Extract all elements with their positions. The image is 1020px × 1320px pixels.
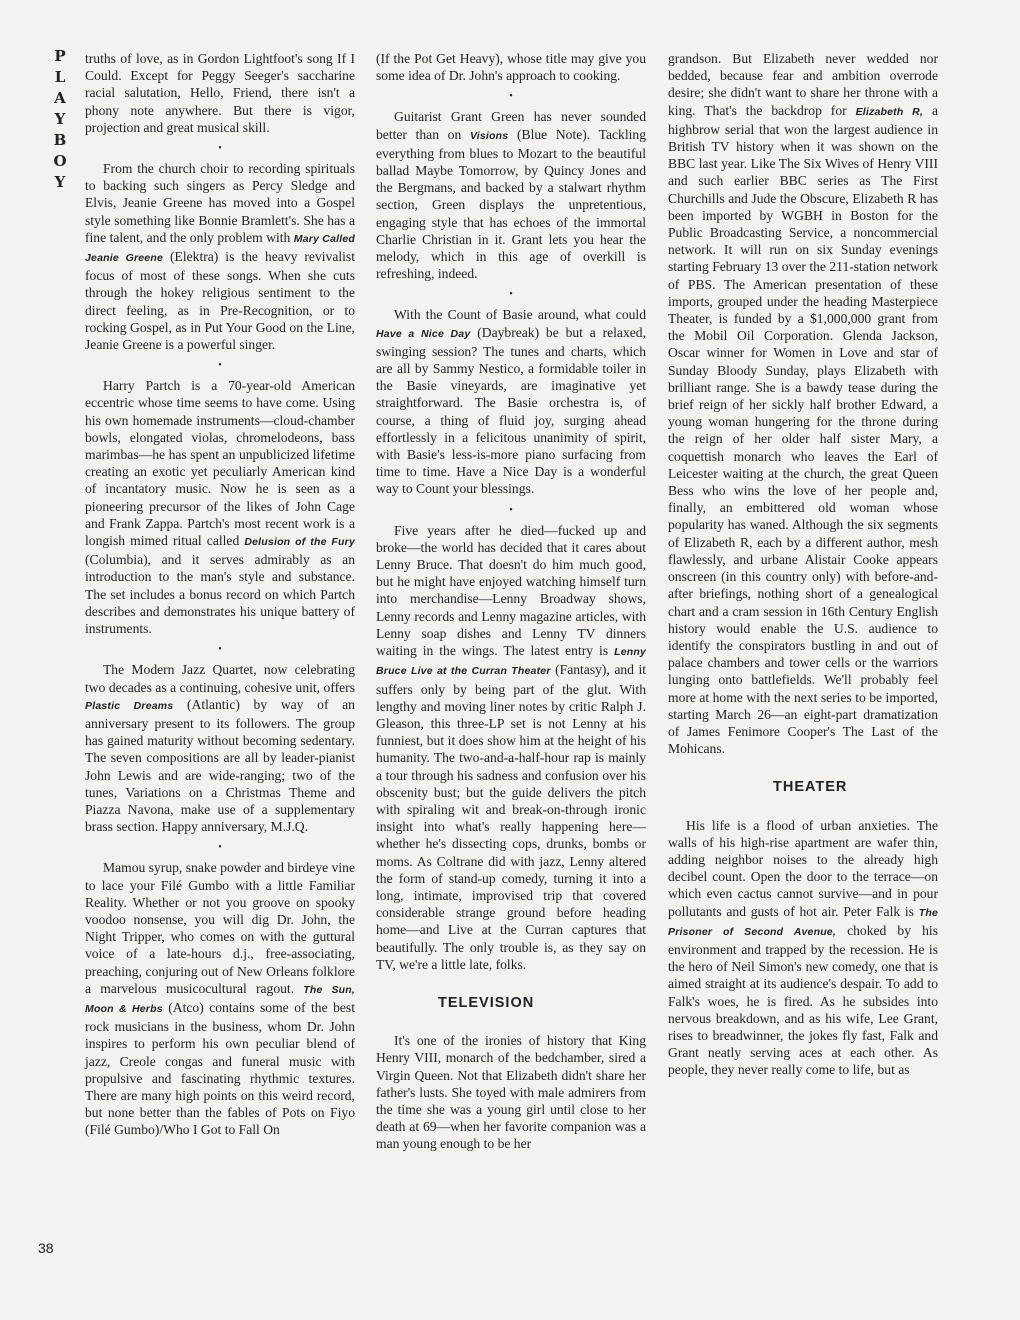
review-title: Plastic Dreams — [85, 699, 174, 712]
paragraph: From the church choir to recording spirituals to backing such singers as Percy Sledge and Elvis, Jeanie Greene has moved into a Gospel style something like Bonnie Bramlett's. She has a fine talent, and the only problem with Mary Called Jeanie Greene (Elektra) is the heavy revivalist focus of most of these songs. When she cuts through the hokey religious sentiment to the direct feeling, as in Pre-Recognition, or to rocking Gospel, as in Put Your Good on the Line, Jeanie Greene is a powerful singer. — [85, 161, 355, 353]
paragraph: grandson. But Elizabeth never wedded nor bedded, because fear and ambition overrode desire; she didn't want to share her throne with a king. That's the backdrop for Elizabeth R, a highbrow serial that won the largest audience in British TV history when it was shown on the BBC last year. Like The Six Wives of Henry VIII and such earlier BBC series as The First Churchills and Jude the Obscure, Elizabeth R has been imported by WGBH in Boston for the Public Broadcasting Service, a noncommercial network. It will run on six Sunday evenings starting February 13 over the 211-station network of PBS. The American presentation of these imports, grouped under the heading Masterpiece Theater, is funded by a $1,000,000 grant from the Mobil Oil Corporation. Glenda Jackson, Oscar winner for Women in Love and star of Sunday Bloody Sunday, plays Elizabeth with brilliant range. She is a bawdy tease during the brief reign of her sickly half brother Edward, a young woman hungering for the throne during the reign of her older half sister Mary, a coquettish monarch who leaves the Earl of Leicester waiting at the church, the great Queen Bess who wins the love of her people and, finally, an embittered old woman whose popularity has waned. Although the six segments of Elizabeth R, each by a different author, mesh flawlessly, and urbane Alistair Cooke appears onscreen (in this country only) with before-and-after briefings, nothing short of a genealogical chart and a cram session in 16th Century English history would enable the U.S. audience to identify the conspirators bustling in and out of palace chambers and tower cells or the warriors lunging onto battlefields. We'll probably feel more at home with the next series to be imported, starting March 26—an eight-part dramatization of James Fenimore Cooper's The Last of the Mohicans. — [668, 51, 938, 757]
separator-dot: • — [218, 360, 222, 372]
paragraph: With the Count of Basie around, what could Have a Nice Day (Daybreak) be but a relaxed, swinging session? The tunes and charts, which are all by Sammy Nestico, a formidable toiler in the Basie vineyards, are imaginative yet straightforward. The Basie orchestra is, of course, a thing of fluid joy, surging ahead effortlessly in a felicitous unanimity of spirit, with Basie's less-is-more piano surfacing from time to time. Have a Nice Day is a wonderful way to Count your blessings. — [376, 307, 646, 497]
separator-dot: • — [509, 91, 513, 103]
paragraph: The Modern Jazz Quartet, now celebrating two decades as a continuing, cohesive unit, offers Plastic Dreams (Atlantic) by way of an anniversary present to its followers. The group has gained maturity without becoming sedentary. The seven compositions are all by leader-pianist John Lewis and are wide-ranging; two of the tunes, Variations on a Christmas Theme and Piazza Navona, make use of a supplementary brass section. Happy anniversary, M.J.Q. — [85, 662, 355, 835]
paragraph: Harry Partch is a 70-year-old American eccentric whose time seems to have come. Using his own homemade instruments—cloud-chamber bowls, elongated violas, chromelodeons, bass marimbas—he has spent an unpublicized lifetime creating an exotic yet peculiarly American kind of incantatory music. Now he is seen as a pioneering precursor of the likes of John Cage and Frank Zappa. Partch's most recent work is a longish mimed ritual called Delusion of the Fury (Columbia), and it serves admirably as an introduction to the man's style and substance. The set includes a bonus record on which Partch describes and demonstrates his unique battery of instruments. — [85, 378, 355, 637]
paragraph: Guitarist Grant Green has never sounded better than on Visions (Blue Note). Tackling everything from blues to Mozart to the beautiful ballad Maybe Tomorrow, by Quincy Jones and the Bergmans, and backed by a stalwart rhythm section, Green displays the unpretentious, engaging style that has echoes of the immortal Charlie Christian in it. Grant lets you hear the melody, which in this age of overkill is refreshing, indeed. — [376, 109, 646, 282]
magazine-name-vertical: P L A Y B O Y — [53, 47, 67, 191]
review-title: The Sun, Moon & Herbs — [85, 983, 355, 1015]
review-title: Mary Called Jeanie Greene — [85, 232, 355, 265]
paragraph: Five years after he died—fucked up and broke—the world has decided that it cares about Lenny Bruce. That doesn't do him much good, but he might have enjoyed watching himself turn into merchandise—Lenny Broadway shows, Lenny records and Lenny magazine articles, with Lenny soap dishes and Lenny TV dinners waiting in the wings. The latest entry is Lenny Bruce Live at the Curran Theater (Fantasy), and it suffers only by being part of the glut. With lengthy and moving liner notes by critic Ralph J. Gleason, this three-LP set is not Lenny at his funniest, but it does show him at the height of his humanity. The two-and-a-half-hour rap is mainly a tour through his sadness and confusion over his obscenity bust; but the guide delivers the pitch with spiraling wit and break-on-through ironic insight into what's really happening here—whether he's dissecting cops, drunks, bombs or moms. As Coltrane did with jazz, Lenny altered the form of stand-up comedy, turning it into a long, intimate, improvised trip that covered considerable strange ground before heading home—and Live at the Curran captures that beautifully. The only trouble is, as they say on TV, we're a little late, folks. — [376, 522, 646, 972]
review-title: Lenny Bruce Live at the Curran Theater — [376, 646, 646, 678]
review-title: Visions — [469, 129, 509, 142]
section-heading-television: TELEVISION — [438, 994, 535, 1011]
column-3 — [668, 50, 938, 1079]
separator-dot: • — [218, 143, 222, 155]
review-title: Have a Nice Day — [376, 327, 471, 340]
column-1 — [85, 50, 355, 1139]
review-title: Elizabeth R, — [855, 105, 924, 118]
paragraph: Mamou syrup, snake powder and birdeye vine to lace your Filé Gumbo with a little Familiar Reality. Whether or not you groove on spooky voodoo nonsense, you will dig Dr. John, the Night Tripper, who comes on with the guttural voice of a late-hours d.j., free-associating, preaching, conjuring out of New Orleans folklore a marvelous musicocultural ragout. The Sun, Moon & Herbs (Atco) contains some of the best rock musicians in the business, whom Dr. John inspires to perform his own peculiar blend of jazz, Creole congas and funeral music with propulsive and fascinating rhythmic textures. There are many high points on this weird record, but none better than the fables of Pots on Fiyo (Filé Gumbo)/Who I Got to Fall On — [85, 860, 355, 1138]
separator-dot: • — [509, 289, 513, 301]
paragraph: truths of love, as in Gordon Lightfoot's song If I Could. Except for Peggy Seeger's saccharine racial salutation, Hello, Friend, there isn't a phony note anywhere. But there is vigor, projection and great musical skill. — [85, 51, 355, 135]
review-title: The Prisoner of Second Avenue, — [668, 906, 938, 938]
review-title: Delusion of the Fury — [244, 536, 355, 549]
column-2 — [376, 50, 646, 1153]
paragraph: It's one of the ironies of history that King Henry VIII, monarch of the bedchamber, sired a Virgin Queen. Not that Elizabeth didn't share her father's lusts. She toyed with male admirers from the time she was a young girl until close to her death at 69—when her favorite companion was a man young enough to be her — [376, 1033, 646, 1152]
paragraph: His life is a flood of urban anxieties. The walls of his high-rise apartment are wafer thin, adding neighbor noises to the already high decibel count. Open the door to the terrace—on which even cactus cannot survive—and in pour pollutants and gusts of hot air. Peter Falk is The Prisoner of Second Avenue, choked by his environment and trapped by the recession. He is the hero of Neil Simon's new comedy, one that is aimed straight at its audience's despair. To add to Falk's woes, he is fired. As he subsides into nervous breakdown, and as his wife, Lee Grant, rises to breadwinner, the jokes fly fast, Falk and Grant neatly serving aces at each other. As people, they never really come to life, but as — [668, 817, 938, 1078]
page-number: 38 — [38, 1240, 54, 1256]
separator-dot: • — [509, 504, 513, 516]
separator-dot: • — [218, 842, 222, 854]
separator-dot: • — [218, 644, 222, 656]
paragraph: (If the Pot Get Heavy), whose title may give you some idea of Dr. John's approach to cooking. — [376, 51, 646, 84]
section-heading-theater: THEATER — [773, 779, 848, 796]
